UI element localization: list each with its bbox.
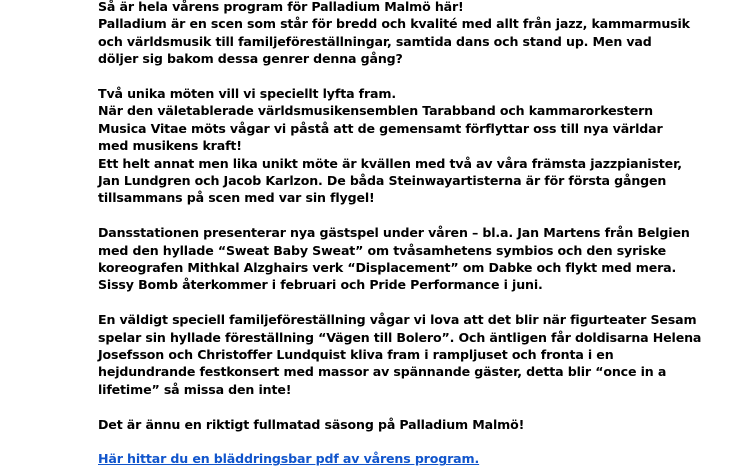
text-line: lifetime” så missa den inte!	[98, 381, 292, 397]
program-link-paragraph	[98, 450, 743, 467]
text-line: med den hyllade “Sweat Baby Sweat” om tvåsamhetens symbios och den syriske	[98, 242, 666, 258]
text-line: tillsammans på scen med var sin flygel!	[98, 190, 375, 206]
text-line: och världsmusik till familjeföreställningar, samtida dans och stand up. Men vad	[98, 33, 652, 49]
press-release-body	[98, 0, 743, 468]
paragraph-meetings	[98, 85, 743, 207]
text-line: spelar sin hyllade föreställning “Vägen till Bolero”. Och äntligen får doldisarna Helena	[98, 329, 702, 345]
text-line: Josefsson och Christoffer Lundquist kliva fram i rampljuset och fronta i en	[98, 347, 614, 363]
text-line: När den väletablerade världsmusikensemblen Tarabband och kammarorkestern	[98, 103, 653, 119]
text-line: Dansstationen presenterar nya gästspel under våren – bl.a. Jan Martens från Belgien	[98, 225, 690, 241]
text-line: Palladium är en scen som står för bredd och kvalité med allt från jazz, kammarmusik	[98, 16, 690, 32]
program-pdf-link[interactable]: Här hittar du en bläddringsbar pdf av vårens program.	[98, 451, 480, 467]
text-line: koreografen Mithkal Alzghairs verk “Displacement” om Dabke och flykt med mera.	[98, 260, 677, 276]
text-line: Jan Lundgren och Jacob Karlzon. De båda Steinwayartisterna är för första gången	[98, 173, 667, 189]
text-line: döljer sig bakom dessa genrer denna gång?	[98, 51, 403, 67]
text-line: Sissy Bomb återkommer i februari och Pride Performance i juni.	[98, 277, 543, 293]
text-line: Så är hela vårens program för Palladium Malmö här!	[98, 0, 464, 14]
text-line: Två unika möten vill vi speciellt lyfta fram.	[98, 86, 396, 102]
paragraph-dance	[98, 224, 743, 294]
paragraph-family	[98, 311, 743, 398]
text-line: Det är ännu en riktigt fullmatad säsong på Palladium Malmö!	[98, 416, 525, 432]
paragraph-closing	[98, 416, 743, 433]
text-line: med musikens kraft!	[98, 138, 242, 154]
text-line: hejdundrande festkonsert med massor av spännande gäster, detta blir “once in a	[98, 364, 667, 380]
paragraph-intro	[98, 0, 743, 68]
text-line: Musica Vitae möts vågar vi påstå att de gemensamt förflyttar oss till nya världar	[98, 120, 663, 136]
text-line: Ett helt annat men lika unikt möte är kvällen med två av våra främsta jazzpianister,	[98, 155, 682, 171]
text-line: En väldigt speciell familjeföreställning vågar vi lova att det blir när figurteater Sesam	[98, 312, 697, 328]
